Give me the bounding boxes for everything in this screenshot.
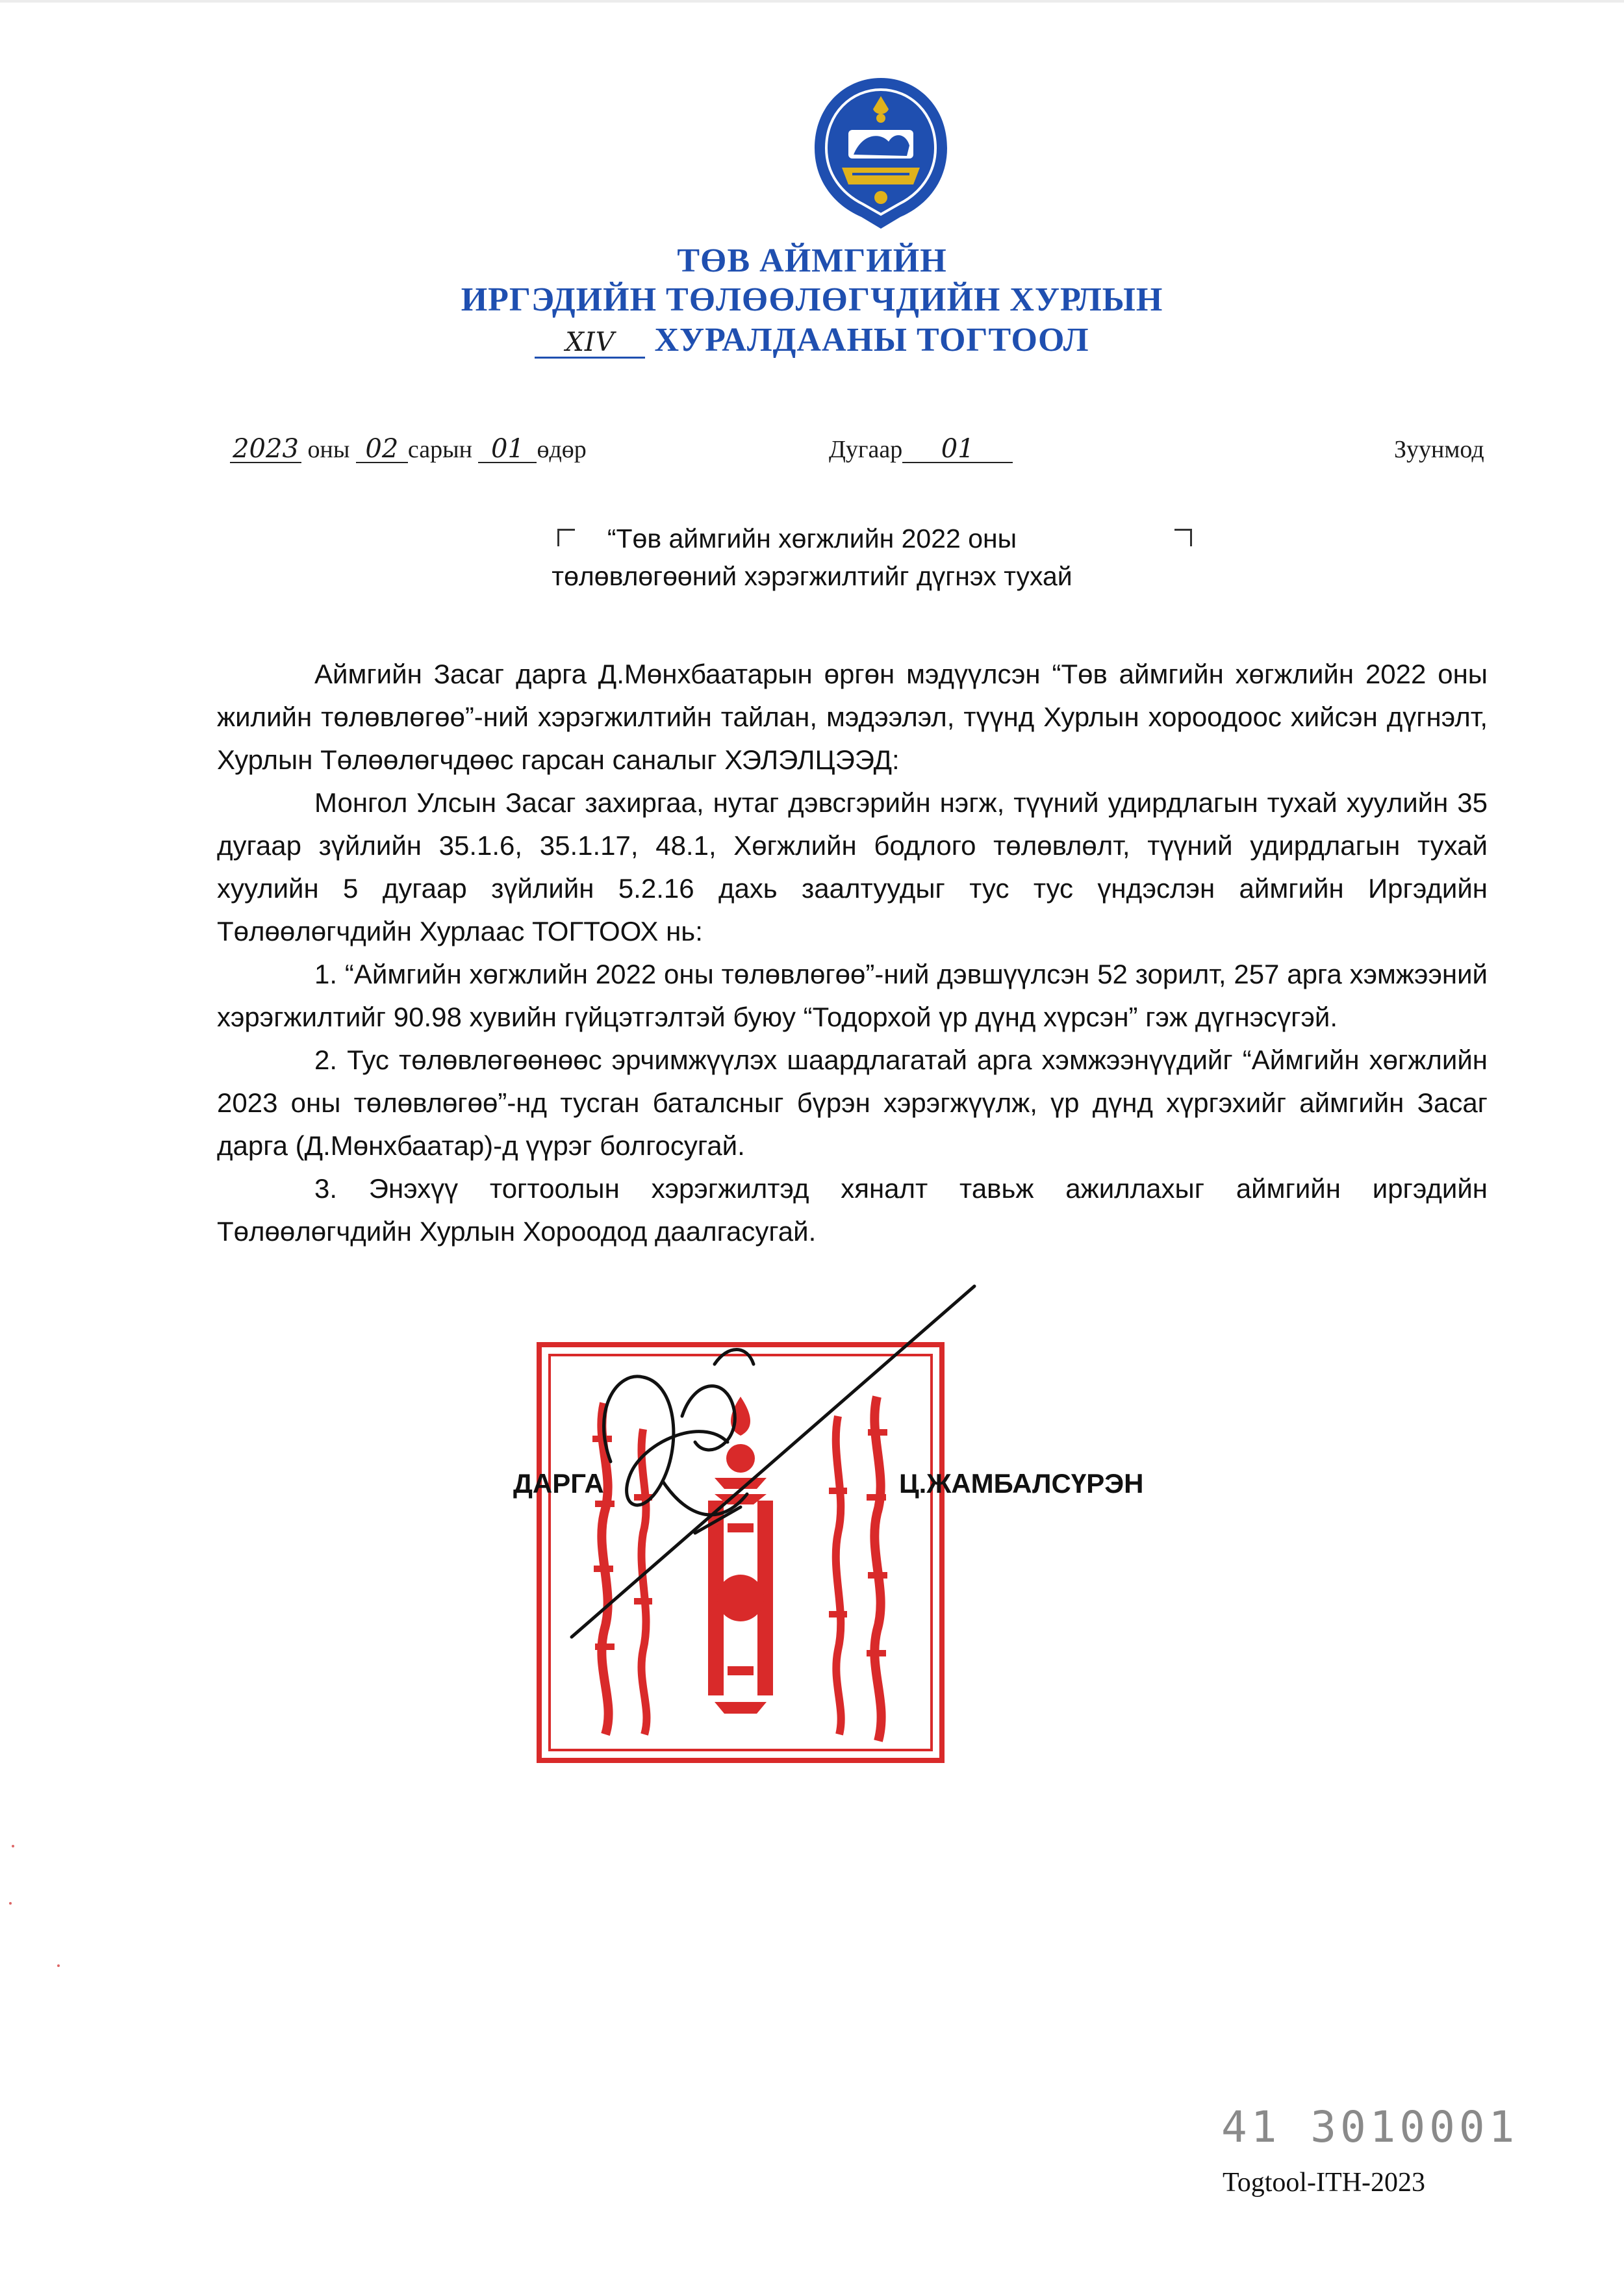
- scan-speck: [9, 1902, 12, 1905]
- resolution-title-line2: төлөвлөгөөний хэрэгжилтийг дүгнэх тухай: [552, 561, 1072, 591]
- signatory-title: ДАРГА: [513, 1468, 604, 1499]
- session-number: XIV: [535, 328, 645, 359]
- date-month-suffix: сарын: [407, 436, 472, 463]
- body-paragraph: Монгол Улсын Засаг захиргаа, нутаг дэвсгэрийн нэгж, түүний удирдлагын тухай хуулийн 35 дугаар зүйлийн 35.1.6, 35.1.17, 48.1, Хөгжлийн бодлого төлөвлөлт, түүний удирдлагын тухай хуулийн 5 дугаар зүйлийн 5.2.16 дахь заалтуудыг тус тус үндэслэн аймгийн Иргэдийн Төлөөлөгчдийн Хурлаас ТОГТООХ нь:: [217, 787, 1488, 946]
- header-session: [0, 321, 1624, 359]
- document-code: Togtool-ITH-2023: [1223, 2168, 1426, 2198]
- document-date: [230, 435, 587, 464]
- signatory-name: Ц.ЖАМБАЛСҮРЭН: [899, 1468, 1144, 1499]
- date-year-suffix: оны: [307, 436, 350, 463]
- number-value: 01: [902, 436, 1013, 463]
- body-paragraph: 1. “Аймгийн хөгжлийн 2022 оны төлөвлөгөө”-ний дэвшүүлсэн 52 зорилт, 257 арга хэмжээний хэрэгжилтийг 90.98 хувийн гүйцэтгэлтэй буюу “Тодорхой үр дүнд хүрсэн” гэж дүгнэсүгэй.: [217, 959, 1488, 1032]
- document-number: [829, 435, 1013, 464]
- header-province: ТӨВ АЙМГИЙН: [677, 242, 947, 279]
- date-day: 01: [478, 436, 537, 463]
- body-paragraph: Аймгийн Засаг дарга Д.Мөнхбаатарын өргөн мэдүүлсэн “Төв аймгийн хөгжлийн 2022 оны жилийн төлөвлөгөө”-ний хэрэгжилтийн тайлан, мэдээлэл, түүнд Хурлын хороодоос хийсэн дүгнэлт, Хурлын Төлөөлөгчдөөс гарсан саналыг ХЭЛЭЛЦЭЭД:: [217, 659, 1488, 775]
- body-paragraph: 3. Энэхүү тогтоолын хэрэгжилтэд хяналт тавьж ажиллахыг аймгийн иргэдийн Төлөөлөгчдийн Хурлын Хороодод даалгасугай.: [217, 1173, 1488, 1247]
- scan-speck: [57, 1964, 60, 1967]
- date-year: 2023: [230, 436, 301, 463]
- scan-edge: [0, 0, 1624, 3]
- resolution-body: [217, 653, 1488, 1253]
- header-resolution: ХУРАЛДААНЫ ТОГТООЛ: [654, 322, 1089, 359]
- date-month: 02: [356, 436, 408, 463]
- registration-stamp-number: 41 3010001: [1221, 2102, 1519, 2152]
- number-label: Дугаар: [829, 436, 903, 463]
- header-council: ИРГЭДИЙН ТӨЛӨӨЛӨГЧДИЙН ХУРЛЫН: [461, 281, 1163, 318]
- date-day-suffix: өдөр: [537, 436, 587, 463]
- scan-speck: [12, 1845, 14, 1847]
- resolution-title-line1: “Төв аймгийн хөгжлийн 2022 оны: [607, 524, 1017, 553]
- handwritten-signature: [533, 1247, 1000, 1676]
- body-paragraph: 2. Тус төлөвлөгөөнөөс эрчимжүүлэх шаардлагатай арга хэмжээнүүдийг “Аймгийн хөгжлийн 2023 оны төлөвлөгөө”-нд тусган баталсныг бүрэн хэрэгжүүлж, үр дүнд хүргэхийг аймгийн Засаг дарга (Д.Мөнхбаатар)-д үүрэг болгосугай.: [217, 1045, 1488, 1161]
- document-location: Зуунмод: [1394, 436, 1484, 463]
- state-emblem: [803, 70, 959, 233]
